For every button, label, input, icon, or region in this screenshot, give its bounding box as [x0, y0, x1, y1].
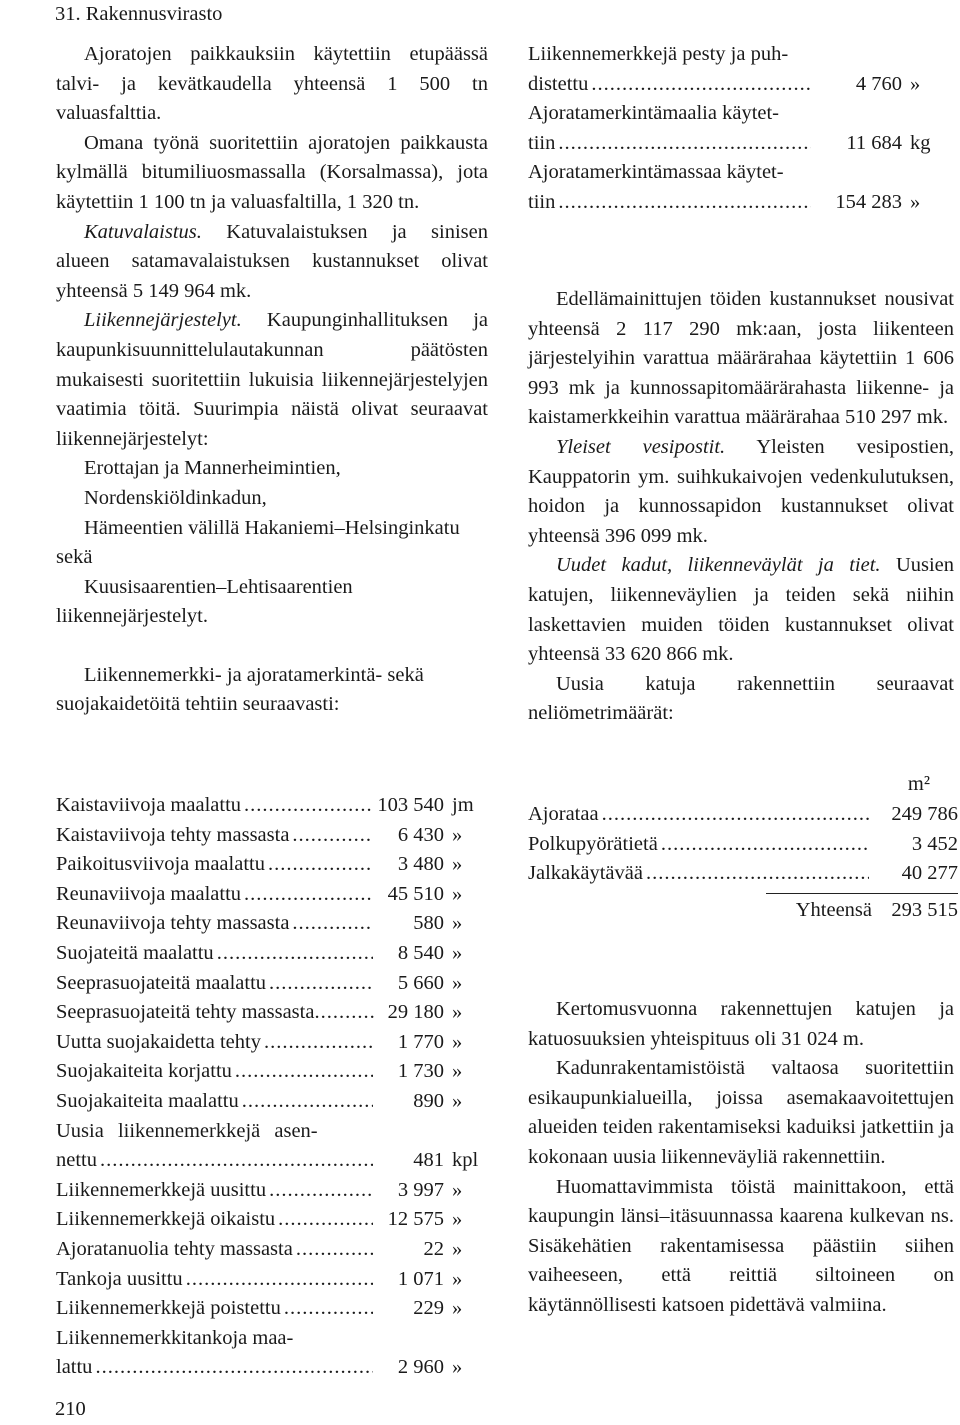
total-value: 293 515 [891, 898, 958, 921]
table-row: Uusia liikennemerkkejä asen- [56, 1119, 318, 1142]
unit-header: m² [907, 773, 930, 795]
table-row: Suojakaiteita korjattu ..... 1 730 » [56, 1057, 486, 1087]
markings-table [56, 791, 486, 1383]
table-row: Ajoratamerkintämaalia käytet- [528, 102, 780, 125]
table-row: Liikennemerkkitankoja maa- [56, 1326, 294, 1349]
table-row: Paikoitusviivoja maalattu ..... 3 480 » [56, 850, 486, 880]
table-row: Seeprasuojateitä maalattu ..... 5 660 » [56, 969, 486, 999]
table-row: tiin ..... 11 684 kg [528, 129, 952, 159]
paragraph-square-meters: Uusia katuja rakennettiin seuraavat neliömetrimäärät: [528, 672, 954, 725]
table-row: lattu ..... 2 960 » [56, 1353, 486, 1383]
list-item: Kuusisaarentien–Lehtisaarentien liikennejärjestelyt. [56, 575, 353, 628]
left-column-text [56, 40, 488, 720]
text-new-streets: Uusien katujen, liikenneväylien ja teiden sekä niihin laskettavien muiden töiden kustannukset olivat yhteensä 33 620 866 mk. [528, 554, 955, 666]
page-number: 210 [55, 1398, 86, 1420]
table-row: Liikennemerkkejä pesty ja puh- [528, 43, 789, 65]
total-divider [766, 893, 958, 894]
list-item: Erottajan ja Mannerheimintien, [84, 457, 341, 480]
table-row: Seeprasuojateitä tehty massasta ..... 29 180 » [56, 998, 486, 1028]
right-column-bottom [528, 995, 954, 1321]
text-water-posts: Yleisten vesipostien, Kauppatorin ym. suihkukaivojen vedenkulutuksen, hoidon ja kunnossapidon kustannukset olivat yhteensä 396 099 mk. [528, 435, 954, 547]
table-row: Jalkakäytävää ..... 40 277 [528, 859, 958, 889]
table-row: Suojakaiteita maalattu ..... 890 » [56, 1087, 486, 1117]
table-row: Ajoratanuolia tehty massasta ..... 22 » [56, 1235, 486, 1265]
heading-new-streets: Uudet kadut, liikenneväylät ja tiet. [556, 554, 881, 577]
table-row: distettu ..... 4 760 » [528, 70, 952, 100]
paragraph-patching: Omana työnä suoritettiin ajoratojen paikkausta kylmällä bitumiliuosmassalla (Korsalmassa), jota käytettiin 1 100 tn ja valuasfaltilla, 1 320 tn. [56, 131, 488, 213]
table-row: Reunaviivoja tehty massasta ..... 580 » [56, 909, 486, 939]
list-item: Nordenskiöldinkadun, [84, 486, 267, 509]
table-row: Liikennemerkkejä uusittu ..... 3 997 » [56, 1176, 486, 1206]
paragraph-markings-intro: Liikennemerkki- ja ajoratamerkintä- sekä suojakaidetöitä tehtiin seuraavasti: [56, 663, 424, 716]
text-traffic-arrangements: Kaupunginhallituksen ja kaupunkisuunnittelulautakunnan päätösten mukaisesti suoritettiin lukuisia liikennejärjestelyjen vaatimia töitä. Suurimpia näistä olivat seuraavat liikennejärjestelyt: [56, 309, 488, 450]
table-row: Ajorataa ..... 249 786 [528, 800, 958, 830]
table-row: Uutta suojakaidetta tehty ..... 1 770 » [56, 1028, 486, 1058]
paragraph-water-posts [528, 433, 954, 551]
table-row: Suojateitä maalattu ..... 8 540 » [56, 939, 486, 969]
paragraph-traffic-arrangements [56, 306, 488, 454]
table-row: tiin ..... 154 283 » [528, 188, 952, 218]
heading-traffic-arrangements: Liikennejärjestelyt. [84, 309, 242, 332]
table-row: Liikennemerkkejä poistettu ..... 229 » [56, 1294, 486, 1324]
right-column-top [528, 40, 952, 218]
table-row: Ajoratamerkintämassaa käytet- [528, 161, 784, 184]
table-row: Reunaviivoja maalattu ..... 45 510 » [56, 880, 486, 910]
table-row: Tankoja uusittu ..... 1 071 » [56, 1265, 486, 1295]
table-row: Liikennemerkkejä oikaistu ..... 12 575 » [56, 1205, 486, 1235]
right-column-text [528, 285, 954, 729]
table-row: Kaistaviivoja tehty massasta ..... 6 430 » [56, 821, 486, 851]
streets-table [528, 773, 958, 925]
running-header: 31. Rakennusvirasto [55, 3, 223, 25]
text-street-lighting: Katuvalaistuksen ja sinisen alueen satamavalaistuksen kustannukset olivat yhteensä 5 149 964 mk. [56, 220, 488, 302]
paragraph-costs: Edellämainittujen töiden kustannukset nousivat yhteensä 2 117 290 mk:aan, josta liikenteen järjestelyihin varattua määrärahaa käytettiin 1 606 993 mk ja kunnossapitomäärärahasta liikenne- ja kaistamerkkeihin varattua määrärahaa 510 297 mk. [528, 288, 954, 429]
paragraph-new-streets [528, 551, 954, 669]
paragraph-ring-road: Huomattavimmista töistä mainittakoon, että kaupungin länsi–itäsuunnassa kaarena kulkevan ns. Sisäkehätien rakentamisessa päästiin siihen vaiheeseen, että reittiä siltoineen on käytännöllisesti katsoen pidettävä valmiina. [528, 1175, 954, 1316]
paragraph-suburbs: Kadunrakentamistöistä valtaosa suoritettiin esikaupunkialueilla, joissa asemakaavoitettujen alueiden teiden rakentamiseksi kaduiksi jatkettiin ja kokonaan uusia liikenneväyliä rakennettiin. [528, 1057, 954, 1168]
paragraph-street-lighting [56, 218, 488, 307]
list-item: Hämeentien välillä Hakaniemi–Helsinginkatu sekä [56, 516, 460, 569]
table-row: nettu ..... 481 kpl [56, 1146, 486, 1176]
heading-water-posts: Yleiset vesipostit. [556, 435, 726, 458]
heading-street-lighting: Katuvalaistus. [84, 220, 202, 243]
table-row: Polkupyörätietä ..... 3 452 [528, 830, 958, 860]
total-label: Yhteensä [795, 898, 872, 921]
paragraph-street-length: Kertomusvuonna rakennettujen katujen ja katuosuuksien yhteispituus oli 31 024 m. [528, 998, 954, 1050]
total-row [528, 896, 958, 926]
paragraph-asphalt: Ajoratojen paikkauksiin käytettiin etupäässä talvi- ja kevätkaudella yhteensä 1 500 tn valuasfalttia. [56, 43, 488, 125]
table-row: Kaistaviivoja maalattu ..... 103 540 jm [56, 791, 486, 821]
